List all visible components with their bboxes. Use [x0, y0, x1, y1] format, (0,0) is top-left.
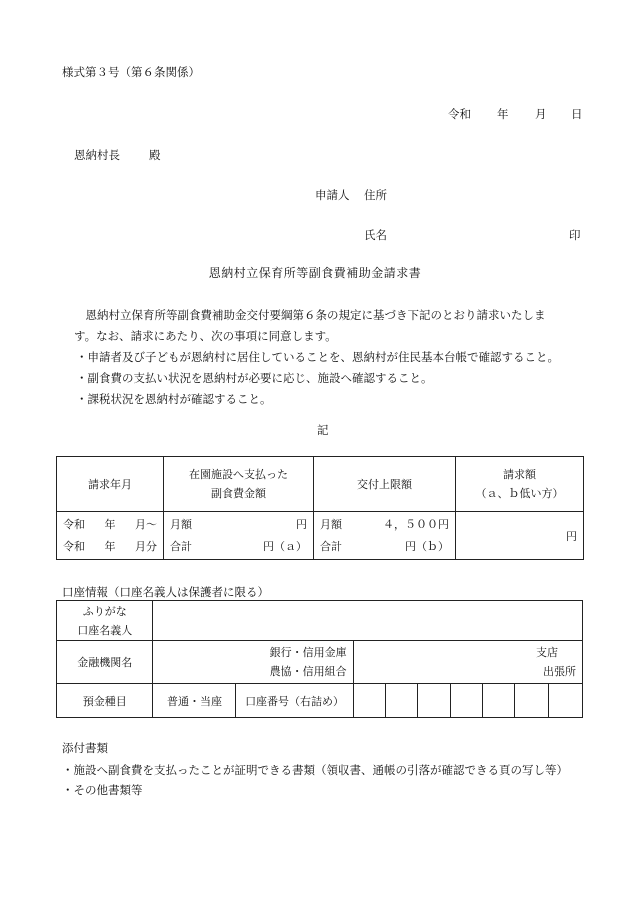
body-line-1: 恩納村立保育所等副食費補助金交付要綱第６条の規定に基づき下記のとおり請求いたしま [85, 308, 546, 322]
claim-header-row [57, 457, 584, 512]
paid-cell [164, 512, 314, 560]
deposit-label: 預金種目 [57, 684, 153, 718]
body-text [74, 305, 584, 347]
limit-header: 交付上限額 [314, 457, 456, 512]
paid-total [170, 536, 307, 558]
institution-row [57, 641, 583, 684]
account-digit-box[interactable] [353, 684, 385, 718]
limit-cell [314, 512, 456, 560]
claim-table [56, 456, 584, 560]
paid-monthly [170, 514, 307, 536]
applicant-name-label: 氏名 [364, 228, 387, 242]
period-from-era: 令和 [63, 517, 85, 531]
bank-type-bank: 銀行・信用金庫 [269, 646, 347, 659]
limit-total-label: 合計 [320, 539, 342, 553]
claim-header-line2: （ａ、ｂ低い方） [475, 487, 564, 500]
paid-header-line1: 在園施設へ支払った [189, 468, 288, 481]
account-heading: 口座情報（口座名義人は保護者に限る） [62, 585, 269, 599]
account-digit-box[interactable] [417, 684, 450, 718]
account-number-label: 口座番号（右詰め） [236, 684, 353, 718]
consent-item: ・課税状況を恩納村が確認すること。 [76, 392, 272, 406]
account-digit-box[interactable] [385, 684, 417, 718]
paid-total-unit: 円（ａ） [263, 539, 307, 553]
bank-type-cell[interactable] [153, 641, 353, 684]
attachment-item: ・施設へ副食費を支払ったことが証明できる書類（領収書、通帳の引落が確認できる頁の写し等） [62, 763, 568, 777]
period-to-era: 令和 [63, 539, 85, 553]
limit-monthly-label: 月額 [320, 517, 342, 531]
deposit-type[interactable]: 普通・当座 [153, 684, 236, 718]
ki-mark: 記 [317, 423, 329, 437]
period-from-year: 年 [104, 517, 116, 531]
date-month: 月 [535, 107, 547, 121]
date-day: 日 [571, 107, 583, 121]
period-cell [57, 512, 164, 560]
limit-total-unit: 円（ｂ） [405, 539, 449, 553]
limit-monthly-value: ４，５００円 [383, 517, 449, 531]
claim-amount-cell: 円 [456, 512, 584, 560]
branch-type-office: 出張所 [543, 665, 576, 678]
applicant-address-label: 住所 [364, 188, 387, 202]
consent-list [76, 347, 586, 410]
paid-header [164, 457, 314, 512]
period-from [63, 514, 157, 536]
addressee-honorific: 殿 [149, 148, 161, 162]
account-digit-box[interactable] [451, 684, 483, 718]
form-number: 様式第３号（第６条関係） [62, 65, 200, 79]
account-digit-box[interactable] [515, 684, 548, 718]
claim-value-row [57, 512, 584, 560]
period-from-month: 月～ [135, 517, 157, 531]
holder-name-field[interactable] [153, 601, 583, 641]
limit-total [320, 536, 449, 558]
period-to [63, 536, 157, 558]
account-digit-box[interactable] [548, 684, 582, 718]
document-title: 恩納村立保育所等副食費補助金請求書 [208, 266, 422, 280]
claim-header [456, 457, 584, 512]
period-to-year: 年 [104, 539, 116, 553]
bank-type-coop: 農協・信用組合 [269, 665, 347, 678]
account-table [56, 600, 583, 718]
claim-header-line1: 請求額 [503, 468, 536, 481]
attachments-heading: 添付書類 [62, 741, 108, 755]
paid-header-line2: 副食費金額 [211, 487, 266, 500]
seal-mark: 印 [569, 228, 581, 242]
branch-type-branch: 支店 [536, 646, 558, 659]
addressee-name: 恩納村長 [74, 148, 120, 162]
period-header: 請求年月 [57, 457, 164, 512]
date-era: 令和 [448, 107, 471, 121]
date-year: 年 [497, 107, 509, 121]
body-line-2: す。なお、請求にあたり、次の事項に同意します。 [74, 329, 337, 343]
holder-name-label: 口座名義人 [77, 623, 133, 637]
paid-monthly-unit: 円 [296, 517, 307, 531]
holder-row [57, 601, 583, 641]
paid-monthly-label: 月額 [170, 517, 192, 531]
deposit-row [57, 684, 583, 718]
limit-monthly [320, 514, 449, 536]
period-to-month: 月分 [135, 539, 157, 553]
branch-cell[interactable] [353, 641, 582, 684]
attachment-item: ・その他書類等 [62, 783, 143, 797]
account-digit-box[interactable] [483, 684, 515, 718]
consent-item: ・副食費の支払い状況を恩納村が必要に応じ、施設へ確認すること。 [76, 371, 433, 385]
holder-label [57, 601, 153, 641]
paid-total-label: 合計 [170, 539, 192, 553]
applicant-label: 申請人 [315, 188, 350, 202]
furigana-label: ふりがな [82, 604, 127, 618]
institution-label: 金融機関名 [57, 641, 153, 684]
consent-item: ・申請者及び子どもが恩納村に居住していることを、恩納村が住民基本台帳で確認すること。 [76, 350, 559, 364]
